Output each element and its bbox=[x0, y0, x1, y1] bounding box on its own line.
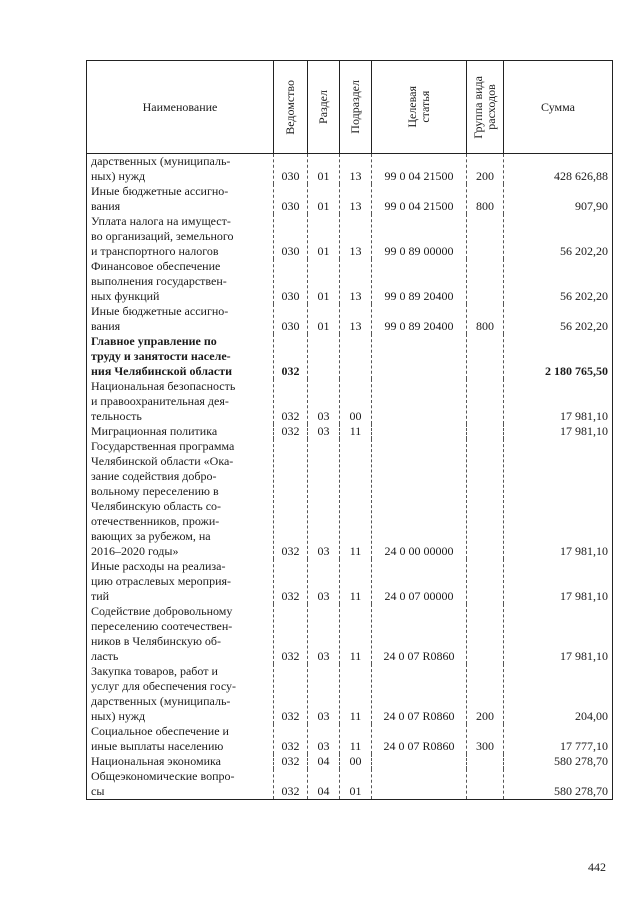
cell-razdel: 01 bbox=[308, 184, 340, 214]
table-header-row bbox=[87, 61, 613, 154]
cell-gruppa: 800 bbox=[467, 184, 504, 214]
cell-vedomstvo: 032 bbox=[274, 424, 308, 439]
cell-razdel: 03 bbox=[308, 604, 340, 664]
cell-gruppa bbox=[467, 214, 504, 259]
cell-razdel: 01 bbox=[308, 259, 340, 304]
cell-razdel: 03 bbox=[308, 664, 340, 724]
cell-statya: 99 0 89 00000 bbox=[372, 214, 467, 259]
cell-vedomstvo: 032 bbox=[274, 754, 308, 769]
cell-name: Национальная экономика bbox=[87, 754, 274, 769]
table-row bbox=[87, 664, 613, 724]
cell-razdel: 03 bbox=[308, 724, 340, 754]
cell-gruppa: 300 bbox=[467, 724, 504, 754]
cell-name: дарственных (муниципаль- ных) нужд bbox=[87, 154, 274, 185]
cell-statya: 99 0 04 21500 bbox=[372, 154, 467, 185]
cell-gruppa bbox=[467, 754, 504, 769]
cell-gruppa bbox=[467, 334, 504, 379]
cell-statya: 99 0 89 20400 bbox=[372, 259, 467, 304]
cell-podrazdel: 13 bbox=[340, 304, 372, 334]
header-gruppa-label: Группа вида расходов bbox=[471, 75, 498, 139]
cell-summa: 17 981,10 bbox=[504, 559, 613, 604]
cell-podrazdel: 11 bbox=[340, 424, 372, 439]
cell-vedomstvo: 030 bbox=[274, 214, 308, 259]
table-row bbox=[87, 259, 613, 304]
table-row bbox=[87, 604, 613, 664]
cell-podrazdel: 11 bbox=[340, 664, 372, 724]
cell-podrazdel: 00 bbox=[340, 754, 372, 769]
cell-name: Государственная программа Челябинской области «Ока- зание содействия добро- вольному переселению в Челябинскую область со- отечественников, прожи- вающих за рубежом, на 2016–2020 годы» bbox=[87, 439, 274, 559]
header-razdel bbox=[308, 61, 340, 154]
table-row bbox=[87, 379, 613, 424]
cell-gruppa bbox=[467, 424, 504, 439]
header-podrazdel bbox=[340, 61, 372, 154]
table-row bbox=[87, 439, 613, 559]
cell-summa: 17 981,10 bbox=[504, 424, 613, 439]
cell-statya bbox=[372, 424, 467, 439]
cell-summa: 580 278,70 bbox=[504, 769, 613, 800]
table-row bbox=[87, 424, 613, 439]
cell-gruppa bbox=[467, 259, 504, 304]
cell-gruppa bbox=[467, 769, 504, 800]
header-statya bbox=[372, 61, 467, 154]
cell-name: Миграционная политика bbox=[87, 424, 274, 439]
cell-vedomstvo: 032 bbox=[274, 439, 308, 559]
cell-vedomstvo: 030 bbox=[274, 154, 308, 185]
cell-summa: 17 981,10 bbox=[504, 604, 613, 664]
cell-gruppa: 200 bbox=[467, 154, 504, 185]
cell-summa: 2 180 765,50 bbox=[504, 334, 613, 379]
cell-summa: 17 981,10 bbox=[504, 379, 613, 424]
cell-gruppa bbox=[467, 559, 504, 604]
header-podrazdel-label: Подраздел bbox=[348, 80, 362, 134]
cell-razdel bbox=[308, 334, 340, 379]
cell-name: Социальное обеспечение и иные выплаты населению bbox=[87, 724, 274, 754]
cell-podrazdel: 01 bbox=[340, 769, 372, 800]
cell-statya: 99 0 04 21500 bbox=[372, 184, 467, 214]
cell-name: Финансовое обеспечение выполнения государствен- ных функций bbox=[87, 259, 274, 304]
cell-vedomstvo: 030 bbox=[274, 304, 308, 334]
cell-summa: 17 777,10 bbox=[504, 724, 613, 754]
cell-statya: 99 0 89 20400 bbox=[372, 304, 467, 334]
cell-name: Иные бюджетные ассигно- вания bbox=[87, 184, 274, 214]
cell-summa: 580 278,70 bbox=[504, 754, 613, 769]
table-row bbox=[87, 154, 613, 185]
cell-gruppa bbox=[467, 439, 504, 559]
budget-table bbox=[86, 60, 613, 800]
cell-razdel: 04 bbox=[308, 769, 340, 800]
header-statya-label: Целевая статья bbox=[405, 86, 432, 128]
cell-summa: 56 202,20 bbox=[504, 214, 613, 259]
cell-podrazdel bbox=[340, 334, 372, 379]
cell-razdel: 04 bbox=[308, 754, 340, 769]
cell-vedomstvo: 032 bbox=[274, 379, 308, 424]
cell-name: Уплата налога на имущест- во организаций, земельного и транспортного налогов bbox=[87, 214, 274, 259]
cell-gruppa bbox=[467, 379, 504, 424]
cell-name: Национальная безопасность и правоохранительная дея- тельность bbox=[87, 379, 274, 424]
cell-summa: 17 981,10 bbox=[504, 439, 613, 559]
cell-statya bbox=[372, 334, 467, 379]
cell-podrazdel: 11 bbox=[340, 439, 372, 559]
cell-razdel: 03 bbox=[308, 424, 340, 439]
table-row bbox=[87, 769, 613, 800]
header-razdel-label: Раздел bbox=[316, 90, 330, 124]
cell-statya bbox=[372, 379, 467, 424]
cell-razdel: 03 bbox=[308, 559, 340, 604]
page-number: 442 bbox=[588, 860, 606, 874]
cell-name: Содействие добровольному переселению соотечествен- ников в Челябинскую об- ласть bbox=[87, 604, 274, 664]
cell-name: Иные бюджетные ассигно- вания bbox=[87, 304, 274, 334]
header-vedomstvo bbox=[274, 61, 308, 154]
cell-razdel: 01 bbox=[308, 214, 340, 259]
cell-podrazdel: 13 bbox=[340, 259, 372, 304]
cell-statya: 24 0 07 00000 bbox=[372, 559, 467, 604]
header-name: Наименование bbox=[87, 61, 274, 154]
table-row bbox=[87, 304, 613, 334]
budget-table-sheet bbox=[86, 60, 612, 800]
table-row bbox=[87, 754, 613, 769]
header-gruppa bbox=[467, 61, 504, 154]
cell-vedomstvo: 030 bbox=[274, 259, 308, 304]
table-row bbox=[87, 334, 613, 379]
cell-statya bbox=[372, 754, 467, 769]
cell-summa: 204,00 bbox=[504, 664, 613, 724]
cell-podrazdel: 00 bbox=[340, 379, 372, 424]
cell-podrazdel: 11 bbox=[340, 724, 372, 754]
table-row bbox=[87, 724, 613, 754]
cell-razdel: 01 bbox=[308, 304, 340, 334]
cell-podrazdel: 11 bbox=[340, 559, 372, 604]
cell-summa: 56 202,20 bbox=[504, 304, 613, 334]
cell-vedomstvo: 030 bbox=[274, 184, 308, 214]
cell-vedomstvo: 032 bbox=[274, 604, 308, 664]
table-row bbox=[87, 559, 613, 604]
cell-vedomstvo: 032 bbox=[274, 664, 308, 724]
header-vedomstvo-label: Ведомство bbox=[283, 79, 297, 135]
cell-name: Закупка товаров, работ и услуг для обеспечения госу- дарственных (муниципаль- ных) нужд bbox=[87, 664, 274, 724]
cell-razdel: 03 bbox=[308, 439, 340, 559]
cell-statya: 24 0 07 R0860 bbox=[372, 664, 467, 724]
table-row bbox=[87, 214, 613, 259]
cell-podrazdel: 13 bbox=[340, 184, 372, 214]
cell-summa: 907,90 bbox=[504, 184, 613, 214]
cell-gruppa: 800 bbox=[467, 304, 504, 334]
cell-summa: 56 202,20 bbox=[504, 259, 613, 304]
cell-razdel: 01 bbox=[308, 154, 340, 185]
table-row bbox=[87, 184, 613, 214]
cell-name: Главное управление по труду и занятости населе- ния Челябинской области bbox=[87, 334, 274, 379]
cell-statya: 24 0 07 R0860 bbox=[372, 604, 467, 664]
cell-podrazdel: 13 bbox=[340, 214, 372, 259]
cell-summa: 428 626,88 bbox=[504, 154, 613, 185]
cell-podrazdel: 13 bbox=[340, 154, 372, 185]
table-body bbox=[87, 154, 613, 800]
cell-vedomstvo: 032 bbox=[274, 769, 308, 800]
cell-vedomstvo: 032 bbox=[274, 559, 308, 604]
cell-statya bbox=[372, 769, 467, 800]
cell-vedomstvo: 032 bbox=[274, 334, 308, 379]
cell-statya: 24 0 00 00000 bbox=[372, 439, 467, 559]
cell-gruppa: 200 bbox=[467, 664, 504, 724]
cell-name: Общеэкономические вопро- сы bbox=[87, 769, 274, 800]
cell-statya: 24 0 07 R0860 bbox=[372, 724, 467, 754]
cell-vedomstvo: 032 bbox=[274, 724, 308, 754]
cell-name: Иные расходы на реализа- цию отраслевых мероприя- тий bbox=[87, 559, 274, 604]
header-summa: Сумма bbox=[504, 61, 613, 154]
cell-gruppa bbox=[467, 604, 504, 664]
cell-podrazdel: 11 bbox=[340, 604, 372, 664]
cell-razdel: 03 bbox=[308, 379, 340, 424]
